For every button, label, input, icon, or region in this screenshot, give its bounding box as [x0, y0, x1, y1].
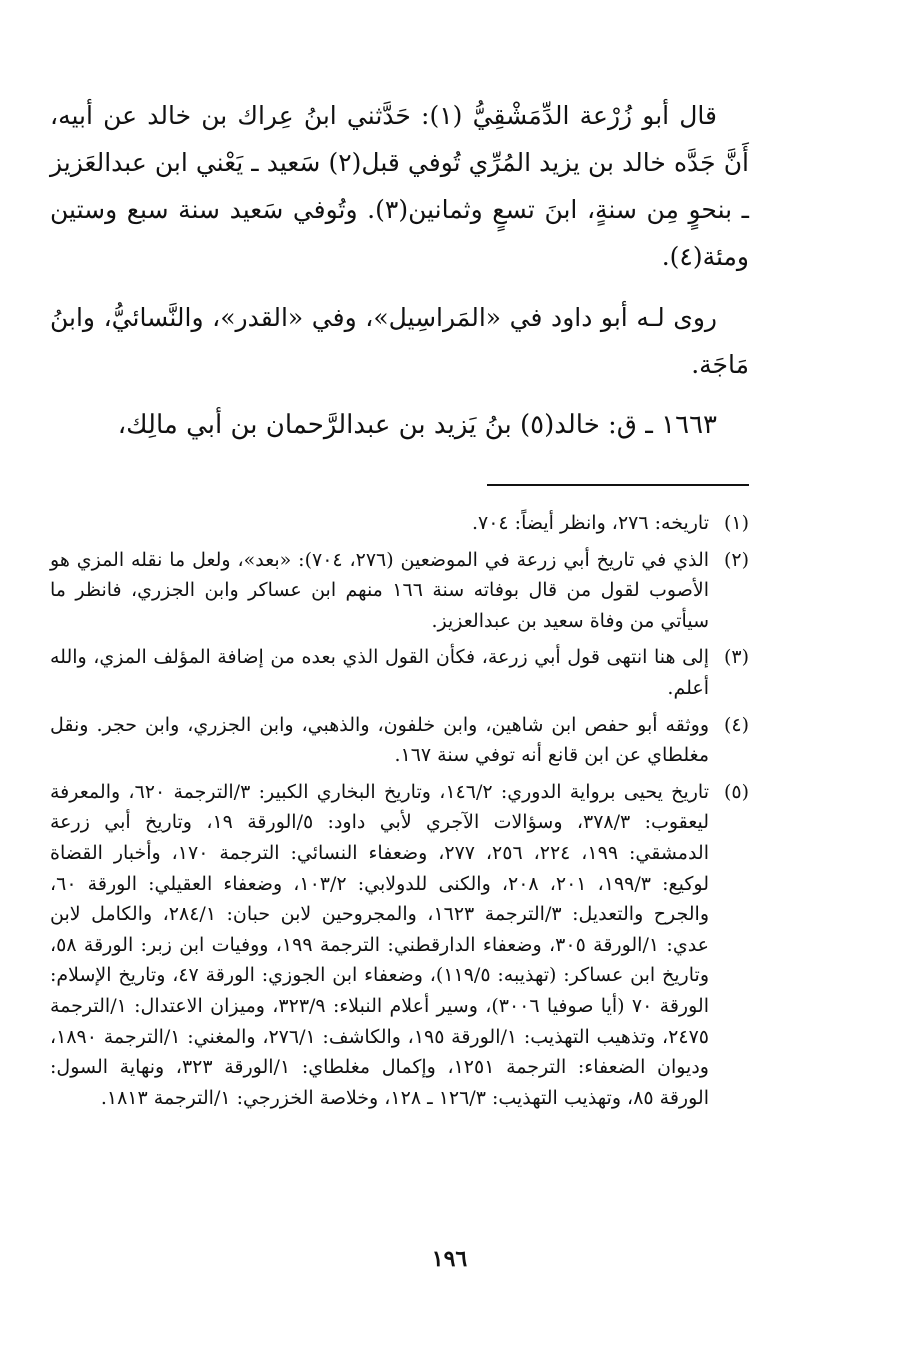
biography-entry-heading: ١٦٦٣ ـ ق: خالد(٥) بنُ يَزيد بن عبدالرَّحمان بن أبي مالِك،: [117, 410, 717, 440]
footnote: [50, 545, 749, 637]
footnote-text: الذي في تاريخ أبي زرعة في الموضعين (٢٧٦، ٧٠٤): «بعد»، ولعل ما نقله المزي هو الأصوب لقول من قال بوفاته سنة ١٦٦ منهم ابن عساكر وابن الجزري، فانظر ما سيأتي من وفاة سعيد بن عبدالعزيز.: [50, 548, 710, 632]
footnote-separator: [487, 484, 749, 486]
footnote-text: ووثقه أبو حفص ابن شاهين، وابن خلفون، والذهبي، وابن الجزري، وابن حجر. ونقل مغلطاي عن ابن قانع أنه توفي سنة ١٦٧.: [50, 713, 709, 767]
footnote-text: إلى هنا انتهى قول أبي زرعة، فكأن القول الذي بعده من إضافة المؤلف المزي، والله أعلم.: [50, 646, 709, 699]
footnote-number: (٢): [723, 548, 749, 571]
footnote-number: (١): [723, 512, 749, 534]
footnote: [50, 777, 749, 1114]
footnote-number: (٣): [723, 646, 749, 669]
footnote: [50, 508, 749, 539]
footnote-text: تاريخه: ٢٧٦، وانظر أيضاً: ٧٠٤.: [471, 512, 709, 534]
main-paragraph: قال أبو زُرْعة الدِّمَشْقِيُّ (١): حَدَّثني ابنُ عِراك بن خالد عن أبيه، أَنَّ جَدَّه خالد بن يزيد المُرِّي تُوفي قبل(٢) سَعيد ـ يَعْني ابن عبدالعَزيز ـ بنحوٍ مِن سنةٍ، ابنَ تسعٍ وثمانين(٣). وتُوفي سَعيد سنة سبع وستين ومئة(٤).: [50, 101, 750, 271]
footnote-number: (٤): [723, 713, 749, 736]
footnotes: [50, 508, 749, 1119]
main-paragraph: روى لـه أبو داود في «المَراسِيل»، وفي «القدر»، والنَّسائيُّ، وابنُ مَاجَة.: [50, 303, 749, 379]
footnote-number: (٥): [723, 780, 749, 803]
page-number: ١٩٦: [431, 1246, 468, 1272]
main-text: [50, 92, 749, 463]
footnote-text: تاريخ يحيى برواية الدوري: ١٤٦/٢، وتاريخ البخاري الكبير: ٣/الترجمة ٦٢٠، والمعرفة ليعقوب: ٣٧٨/٣، وسؤالات الآجري لأبي داود: ٥/الورقة ١٩، وتاريخ أبي زرعة الدمشقي: ١٩٩، ٢٢٤، ٢٥٦، ٢٧٧، وضعفاء النسائي: الترجمة ١٧٠، وأخبار القضاة لوكيع: ١٩٩/٣، ٢٠١، ٢٠٨، والكنى للدولابي: ١٠٣/٢، وضعفاء العقيلي: الورقة ٦٠، والجرح والتعديل: ٣/الترجمة ١٦٢٣، والمجروحين لابن حبان: ٢٨٤/١، والكامل لابن عدي: ١/الورقة ٣٠٥، وضعفاء الدارقطني: الترجمة ١٩٩، ووفيات ابن زبر: الورقة ٥٨، وتاريخ ابن عساكر: (تهذيبه: ١١٩/٥)، وضعفاء ابن الجوزي: الورقة ٤٧، وتاريخ الإسلام: الورقة ٧٠ (أيا صوفيا ٣٠٠٦)، وسير أعلام النبلاء: ٣٢٣/٩، وميزان الاعتدال: ١/الترجمة ٢٤٧٥، وتذهيب التهذيب: ١/الورقة ١٩٥، والكاشف: ٢٧٦/١، والمغني: ١/الترجمة ١٨٩٠، وديوان الضعفاء: الترجمة ١٢٥١، وإكمال مغلطاي: ١/الورقة ٣٢٣، ونهاية السول: الورقة ٨٥، وتهذيب التهذيب: ١٢٦/٣ ـ ١٢٨، وخلاصة الخزرجي: ١/الترجمة ١٨١٣.: [50, 780, 710, 1109]
footnote: [50, 710, 749, 771]
footnote: [50, 642, 749, 703]
